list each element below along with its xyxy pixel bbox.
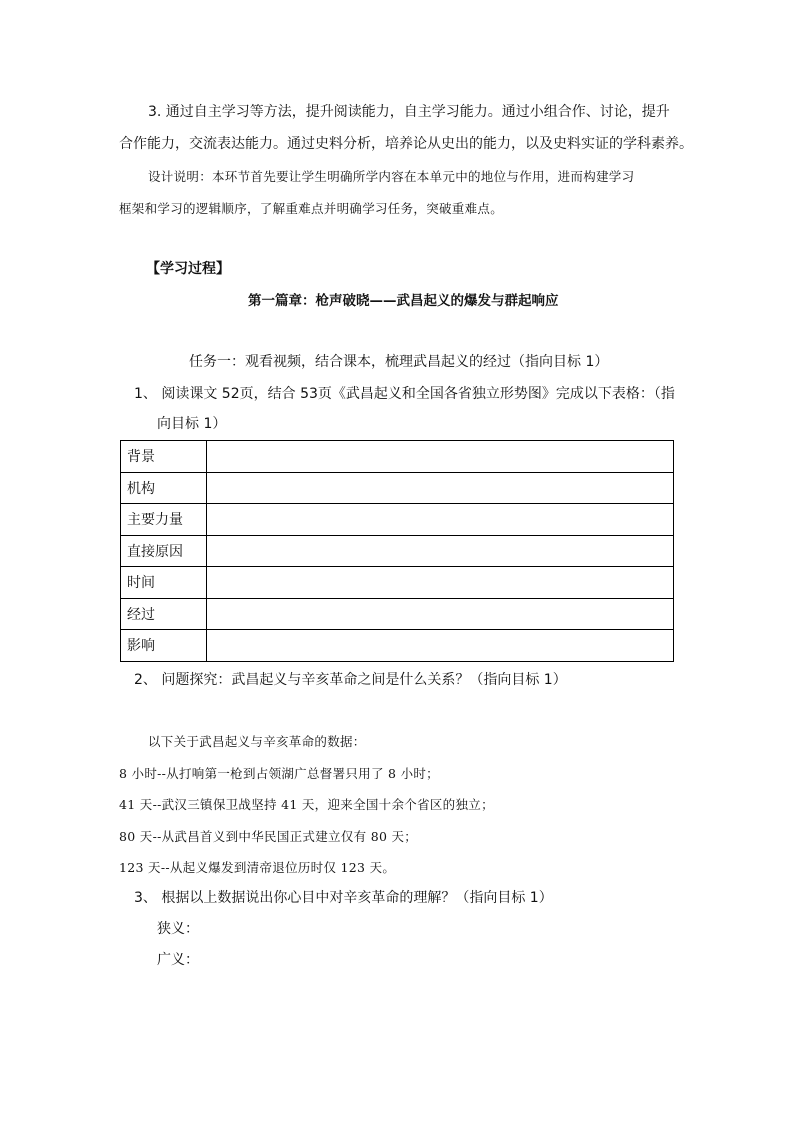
table-row bbox=[121, 598, 674, 630]
row-answer-cell[interactable] bbox=[207, 567, 674, 599]
table-row bbox=[121, 441, 674, 473]
narrow-sense-label: 狭义： bbox=[157, 921, 199, 937]
question-1-line-2: 向目标 1） bbox=[157, 416, 227, 432]
table-row bbox=[121, 504, 674, 536]
row-label: 影响 bbox=[121, 630, 207, 662]
row-label: 直接原因 bbox=[121, 535, 207, 567]
row-answer-cell[interactable] bbox=[207, 535, 674, 567]
row-answer-cell[interactable] bbox=[207, 441, 674, 473]
table-row bbox=[121, 535, 674, 567]
row-label: 主要力量 bbox=[121, 504, 207, 536]
design-note-line-1: 设计说明：本环节首先要让学生明确所学内容在本单元中的地位与作用，进而构建学习 bbox=[148, 169, 635, 184]
row-answer-cell[interactable] bbox=[207, 598, 674, 630]
table-row bbox=[121, 630, 674, 662]
question-1-line-1: 1、 阅读课文 52页，结合 53页《武昌起义和全国各省独立形势图》完成以下表格：（指 bbox=[134, 386, 675, 402]
task-1: 任务一：观看视频，结合课本，梳理武昌起义的经过（指向目标 1） bbox=[189, 354, 609, 370]
row-answer-cell[interactable] bbox=[207, 504, 674, 536]
chapter-title: 第一篇章：枪声破晓——武昌起义的爆发与群起响应 bbox=[248, 293, 559, 309]
row-answer-cell[interactable] bbox=[207, 472, 674, 504]
data-line: 123 天--从起义爆发到清帝退位历时仅 123 天。 bbox=[119, 860, 396, 875]
row-label: 背景 bbox=[121, 441, 207, 473]
row-answer-cell[interactable] bbox=[207, 630, 674, 662]
data-line: 8 小时--从打响第一枪到占领湖广总督署只用了 8 小时； bbox=[119, 766, 439, 781]
row-label: 时间 bbox=[121, 567, 207, 599]
design-note-line-2: 框架和学习的逻辑顺序，了解重难点并明确学习任务，突破重难点。 bbox=[119, 201, 504, 216]
row-label: 机构 bbox=[121, 472, 207, 504]
question-3: 3、 根据以上数据说出你心目中对辛亥革命的理解？（指向目标 1） bbox=[134, 890, 553, 906]
data-line: 41 天--武汉三镇保卫战坚持 41 天，迎来全国十余个省区的独立； bbox=[119, 797, 494, 812]
objective-3-line-2: 合作能力，交流表达能力。通过史料分析，培养论从史出的能力，以及史料实证的学科素养。 bbox=[119, 136, 693, 152]
data-intro: 以下关于武昌起义与辛亥革命的数据： bbox=[148, 734, 366, 749]
broad-sense-label: 广义： bbox=[157, 952, 199, 968]
question-2: 2、 问题探究：武昌起义与辛亥革命之间是什么关系？（指向目标 1） bbox=[134, 672, 567, 688]
table-row bbox=[121, 472, 674, 504]
row-label: 经过 bbox=[121, 598, 207, 630]
wuchang-uprising-table bbox=[120, 440, 674, 662]
data-line: 80 天--从武昌首义到中华民国正式建立仅有 80 天； bbox=[119, 829, 418, 844]
objective-3-line-1: 3. 通过自主学习等方法，提升阅读能力，自主学习能力。通过小组合作、讨论，提升 bbox=[148, 104, 670, 120]
table-row bbox=[121, 567, 674, 599]
section-heading: 【学习过程】 bbox=[146, 261, 230, 277]
